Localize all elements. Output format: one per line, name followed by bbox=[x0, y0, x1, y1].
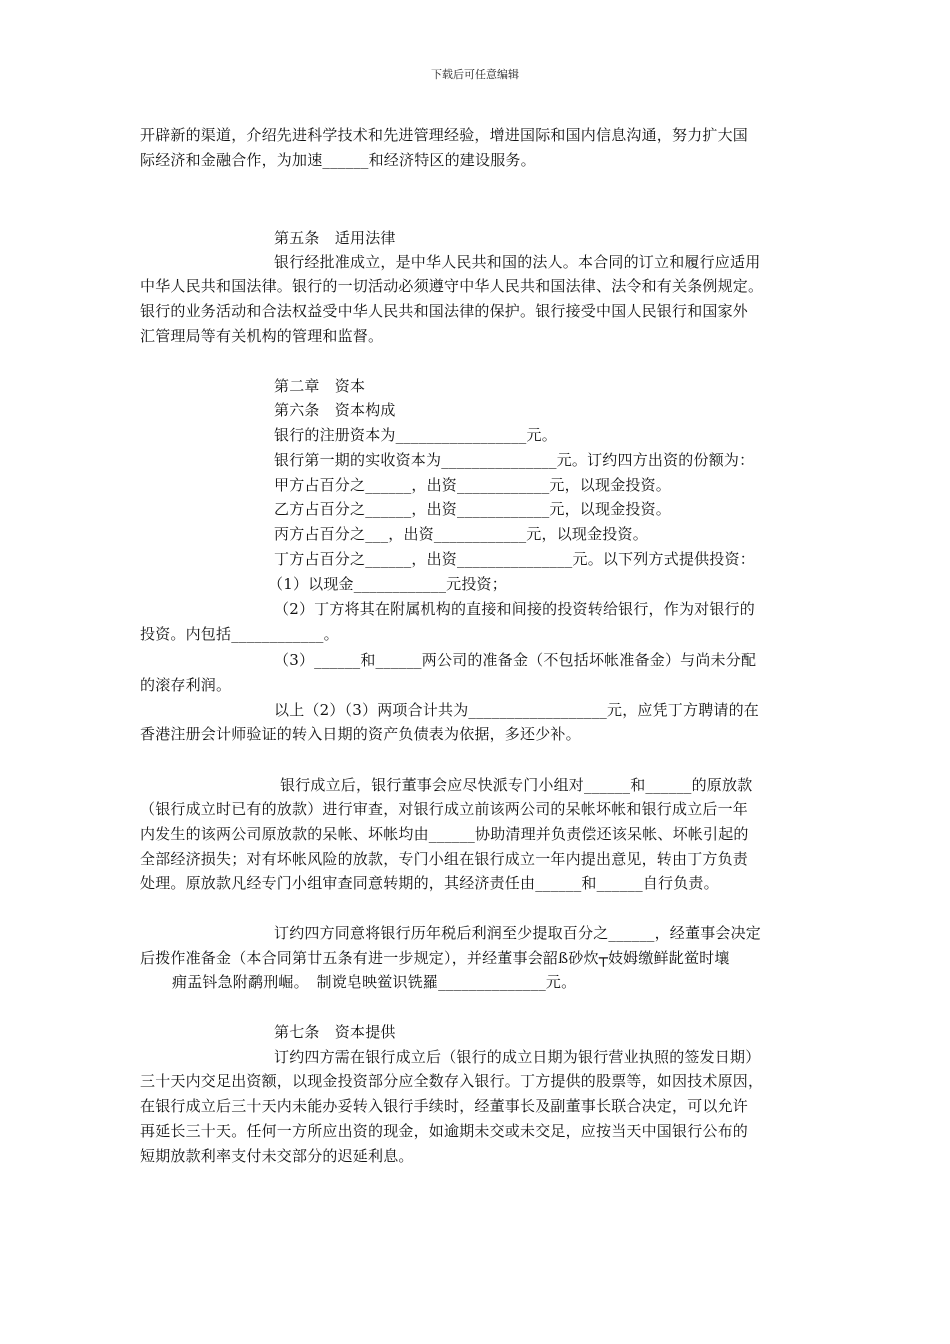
text-line: （2）丁方将其在附属机构的直接和间接的投资转给银行，作为对银行的 bbox=[274, 600, 755, 618]
text-line: 香港注册会计师验证的转入日期的资产负债表为依据，多还少补。 bbox=[140, 725, 581, 743]
article-heading: 第五条 适用法律 bbox=[274, 229, 396, 247]
text-line: （3）______和______两公司的准备金（不包括坏帐准备金）与尚未分配 bbox=[274, 651, 757, 669]
text-line: 处理。原放款凡经专门小组审查同意转期的，其经济责任由______和______自行负责。 bbox=[140, 874, 719, 892]
article-heading: 第六条 资本构成 bbox=[274, 401, 396, 419]
text-line: 订约四方同意将银行历年税后利润至少提取百分之______，经董事会决定 bbox=[274, 924, 762, 942]
text-line: 甲方占百分之______，出资____________元，以现金投资。 bbox=[274, 476, 672, 494]
text-line: 短期放款利率支付未交部分的迟延利息。 bbox=[140, 1147, 414, 1165]
text-line: 三十天内交足出资额，以现金投资部分应全数存入银行。丁方提供的股票等，如因技术原因， bbox=[140, 1072, 764, 1090]
text-line: 后拨作准备金（本合同第廿五条有进一步规定），并经董事会韶ß砂炊┬妓姆缴鲜龀鲎时壤 bbox=[140, 949, 730, 967]
chapter-heading: 第二章 资本 bbox=[274, 377, 366, 395]
text-line: 银行第一期的实收资本为_______________元。订约四方出资的份额为： bbox=[274, 451, 755, 469]
text-line: 再延长三十天。任何一方所应出资的现金，如逾期未交或未交足，应按当天中国银行公布的 bbox=[140, 1122, 749, 1140]
text-line: 银行成立后，银行董事会应尽快派专门小组对______和______的原放款 bbox=[280, 776, 753, 794]
text-line: 以上（2）（3）两项合计共为__________________元，应凭丁方聘请的在 bbox=[274, 701, 759, 719]
text-line: 内发生的该两公司原放款的呆帐、坏帐均由______协助清理并负责偿还该呆帐、坏帐引起的 bbox=[140, 825, 749, 843]
text-line: 丁方占百分之______，出资_______________元。以下列方式提供投资： bbox=[274, 550, 755, 568]
page-header: 下载后可任意编辑 bbox=[431, 68, 519, 81]
text-line: 中华人民共和国法律。银行的一切活动必须遵守中华人民共和国法律、法令和有关条例规定。 bbox=[140, 277, 764, 295]
text-line: 汇管理局等有关机构的管理和监督。 bbox=[140, 327, 384, 345]
text-line: 痈盂钭急附鹬刑崛。 制谠皂映鲎识铣羅______________元。 bbox=[172, 973, 577, 991]
text-line: 在银行成立后三十天内未能办妥转入银行手续时，经董事长及副董事长联合决定，可以允许 bbox=[140, 1097, 749, 1115]
text-line: 银行经批准成立，是中华人民共和国的法人。本合同的订立和履行应适用 bbox=[274, 253, 761, 271]
text-line: 订约四方需在银行成立后（银行的成立日期为银行营业执照的签发日期） bbox=[274, 1048, 761, 1066]
text-line: 银行的注册资本为_________________元。 bbox=[274, 426, 557, 444]
text-line: 全部经济损失；对有坏帐风险的放款，专门小组在银行成立一年内提出意见，转由丁方负责 bbox=[140, 850, 749, 868]
article-heading: 第七条 资本提供 bbox=[274, 1023, 396, 1041]
text-line: 开辟新的渠道，介绍先进科学技术和先进管理经验，增进国际和国内信息沟通，努力扩大国 bbox=[140, 126, 749, 144]
text-line: 丙方占百分之___，出资____________元，以现金投资。 bbox=[274, 525, 648, 543]
text-line: 投资。内包括____________。 bbox=[140, 625, 339, 643]
text-line: 乙方占百分之______，出资____________元，以现金投资。 bbox=[274, 500, 672, 518]
text-line: 银行的业务活动和合法权益受中华人民共和国法律的保护。银行接受中国人民银行和国家外 bbox=[140, 302, 749, 320]
text-line: 的滚存利润。 bbox=[140, 676, 232, 694]
text-line: （银行成立时已有的放款）进行审查，对银行成立前该两公司的呆帐坏帐和银行成立后一年 bbox=[140, 800, 749, 818]
text-line: 际经济和金融合作，为加速______和经济特区的建设服务。 bbox=[140, 151, 536, 169]
text-line: （1）以现金____________元投资； bbox=[268, 575, 507, 593]
